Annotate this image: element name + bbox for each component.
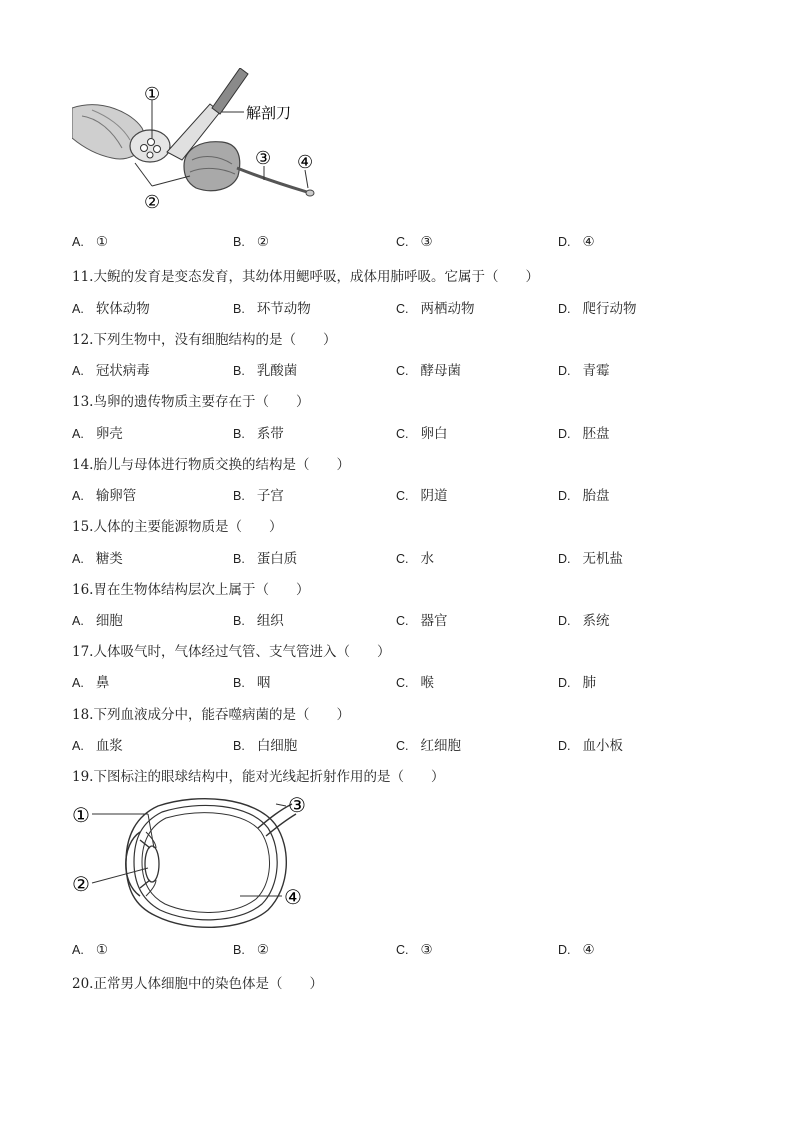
option-d[interactable]: D. ④ <box>558 942 595 958</box>
eye-label-3: ③ <box>288 793 306 817</box>
option-c[interactable]: C. 酵母菌 <box>396 363 461 379</box>
dissection-label-4: ④ <box>297 152 314 173</box>
question-16-options <box>72 609 732 629</box>
question-20-stem: 20.正常男人体细胞中的染色体是（ ） <box>72 976 323 992</box>
option-a[interactable]: A. ① <box>72 942 108 958</box>
question-12-options <box>72 359 732 379</box>
eye-label-1: ① <box>72 803 90 827</box>
question-14-options <box>72 484 732 504</box>
option-d[interactable]: D. 胎盘 <box>558 488 610 504</box>
scalpel-handle <box>212 68 248 114</box>
question-11-options <box>72 297 732 317</box>
option-b[interactable]: B. 乳酸菌 <box>233 363 298 379</box>
option-c[interactable]: C. 两栖动物 <box>396 301 475 317</box>
option-d[interactable]: D. 肺 <box>558 675 596 691</box>
sclera-outline <box>126 799 286 928</box>
choroid-outline <box>134 805 277 919</box>
option-d[interactable]: D. 胚盘 <box>558 426 610 442</box>
option-c[interactable]: C. 卵白 <box>396 426 448 442</box>
option-b[interactable]: B. 咽 <box>233 675 271 691</box>
scalpel-label: 解剖刀 <box>246 104 292 122</box>
question-19-options <box>72 942 732 962</box>
option-a[interactable]: A. ① <box>72 234 108 250</box>
question-17-options <box>72 671 732 691</box>
option-c[interactable]: C. ③ <box>396 942 433 958</box>
option-a[interactable]: A. 细胞 <box>72 613 123 629</box>
option-d[interactable]: D. ④ <box>558 234 595 250</box>
question-15-stem: 15.人体的主要能源物质是（ ） <box>72 519 283 535</box>
eyeball-figure <box>70 792 315 932</box>
eye-label-4: ④ <box>284 885 302 909</box>
dissection-label-3: ③ <box>255 148 272 169</box>
option-d[interactable]: D. 系统 <box>558 613 610 629</box>
option-a[interactable]: A. 输卵管 <box>72 488 137 504</box>
question-19-stem: 19.下图标注的眼球结构中，能对光线起折射作用的是（ ） <box>72 769 445 785</box>
option-b[interactable]: B. 组织 <box>233 613 284 629</box>
option-d[interactable]: D. 爬行动物 <box>558 301 637 317</box>
question-11-stem: 11.大鲵的发育是变态发育，其幼体用鳃呼吸，成体用肺呼吸。它属于（ ） <box>72 269 539 285</box>
option-a[interactable]: A. 软体动物 <box>72 301 150 317</box>
option-c[interactable]: C. 红细胞 <box>396 738 461 754</box>
option-d[interactable]: D. 无机盐 <box>558 551 623 567</box>
option-a[interactable]: A. 血浆 <box>72 738 123 754</box>
option-b[interactable]: B. 环节动物 <box>233 301 311 317</box>
question-18-stem: 18.下列血液成分中，能吞噬病菌的是（ ） <box>72 707 350 723</box>
question-12-stem: 12.下列生物中，没有细胞结构的是（ ） <box>72 332 337 348</box>
option-d[interactable]: D. 血小板 <box>558 738 623 754</box>
dissection-figure <box>72 68 332 218</box>
question-18-options <box>72 734 732 754</box>
option-a[interactable]: A. 卵壳 <box>72 426 123 442</box>
option-a[interactable]: A. 冠状病毒 <box>72 363 150 379</box>
option-b[interactable]: B. 子宫 <box>233 488 284 504</box>
option-b[interactable]: B. ② <box>233 942 269 958</box>
option-d[interactable]: D. 青霉 <box>558 363 610 379</box>
option-c[interactable]: C. 喉 <box>396 675 434 691</box>
option-c[interactable]: C. ③ <box>396 234 433 250</box>
option-b[interactable]: B. 系带 <box>233 426 284 442</box>
retina-outline <box>142 813 270 913</box>
stigma-shape <box>306 190 314 196</box>
option-c[interactable]: C. 水 <box>396 551 434 567</box>
dissection-label-2: ② <box>144 192 161 213</box>
ovary-shape <box>184 142 240 191</box>
option-b[interactable]: B. ② <box>233 234 269 250</box>
lens <box>145 846 159 882</box>
question-15-options <box>72 547 732 567</box>
option-b[interactable]: B. 白细胞 <box>233 738 298 754</box>
dissection-label-1: ① <box>144 84 161 105</box>
option-a[interactable]: A. 糖类 <box>72 551 123 567</box>
question-13-options <box>72 422 732 442</box>
question-16-stem: 16.胃在生物体结构层次上属于（ ） <box>72 582 310 598</box>
question-14-stem: 14.胎儿与母体进行物质交换的结构是（ ） <box>72 457 350 473</box>
option-c[interactable]: C. 阴道 <box>396 488 448 504</box>
option-b[interactable]: B. 蛋白质 <box>233 551 298 567</box>
question-options <box>72 234 732 254</box>
option-a[interactable]: A. 鼻 <box>72 675 110 691</box>
option-c[interactable]: C. 器官 <box>396 613 448 629</box>
eye-label-2: ② <box>72 872 90 896</box>
question-13-stem: 13.鸟卵的遗传物质主要存在于（ ） <box>72 394 310 410</box>
question-17-stem: 17.人体吸气时，气体经过气管、支气管进入（ ） <box>72 644 391 660</box>
